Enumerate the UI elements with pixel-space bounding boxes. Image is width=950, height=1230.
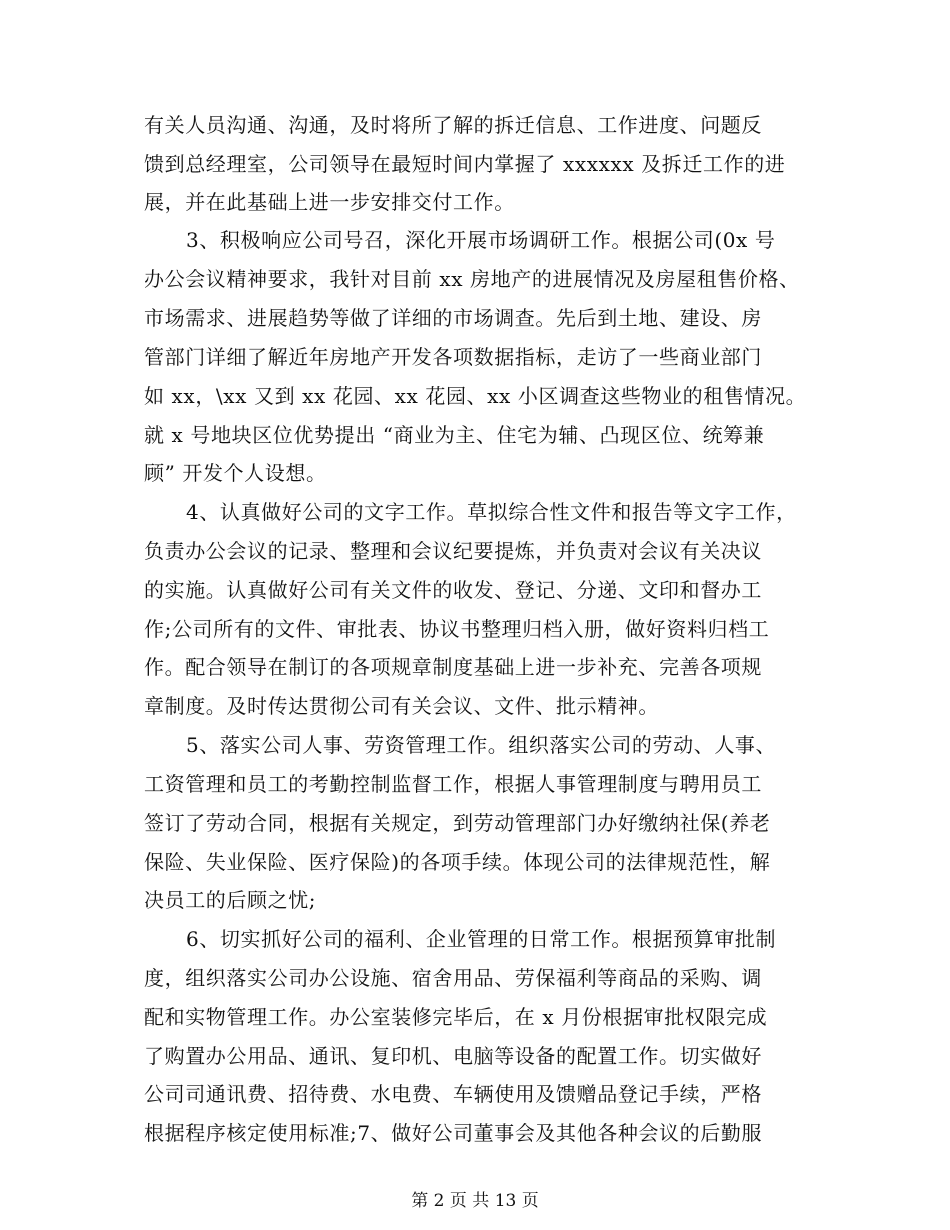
text-line: 度，组织落实公司办公设施、宿舍用品、劳保福利等商品的采购、调 xyxy=(144,966,762,990)
page-footer: 第 2 页 共 13 页 xyxy=(411,1191,539,1211)
text-line: 决员工的后顾之忧; xyxy=(144,888,317,912)
text-line: 的实施。认真做好公司有关文件的收发、登记、分递、文印和督办工 xyxy=(144,578,762,602)
paragraph-first-line: 4、认真做好公司的文字工作。草拟综合性文件和报告等文字工作， xyxy=(186,500,797,524)
text-line: 根据程序核定使用标准;7、做好公司董事会及其他各种会议的后勤服 xyxy=(144,1121,763,1145)
paragraph-first-line: 3、积极响应公司号召，深化开展市场调研工作。根据公司(0x 号 xyxy=(186,228,776,252)
text-line: 顾” 开发个人设想。 xyxy=(144,461,327,485)
text-line: 工资管理和员工的考勤控制监督工作，根据人事管理制度与聘用员工 xyxy=(144,772,762,796)
text-line: 作。配合领导在制订的各项规章制度基础上进一步补充、完善各项规 xyxy=(144,655,762,679)
text-line: 管部门详细了解近年房地产开发各项数据指标，走访了一些商业部门 xyxy=(144,345,762,369)
paragraph-first-line: 6、切实抓好公司的福利、企业管理的日常工作。根据预算审批制 xyxy=(186,927,777,951)
text-line: 负责办公会议的记录、整理和会议纪要提炼，并负责对会议有关决议 xyxy=(144,539,762,563)
text-line: 展，并在此基础上进一步安排交付工作。 xyxy=(144,190,515,214)
text-line: 有关人员沟通、沟通，及时将所了解的拆迁信息、工作进度、问题反 xyxy=(144,113,762,137)
text-line: 章制度。及时传达贯彻公司有关会议、文件、批示精神。 xyxy=(144,694,659,718)
text-line: 了购置办公用品、通讯、复印机、电脑等设备的配置工作。切实做好 xyxy=(144,1044,762,1068)
text-line: 保险、失业保险、医疗保险)的各项手续。体现公司的法律规范性，解 xyxy=(144,850,771,874)
text-line: 就 x 号地块区位优势提出 “商业为主、住宅为辅、凸现区位、统筹兼 xyxy=(144,423,765,447)
text-line: 配和实物管理工作。办公室装修完毕后，在 x 月份根据审批权限完成 xyxy=(144,1005,768,1029)
paragraph-first-line: 5、落实公司人事、劳资管理工作。组织落实公司的劳动、人事、 xyxy=(186,733,777,757)
text-line: 公司司通讯费、招待费、水电费、车辆使用及馈赠品登记手续，严格 xyxy=(144,1082,762,1106)
text-line: 馈到总经理室，公司领导在最短时间内掌握了 xxxxxx 及拆迁工作的进 xyxy=(144,152,786,176)
text-line: 办公会议精神要求，我针对目前 xx 房地产的进展情况及房屋租售价格、 xyxy=(144,267,800,291)
text-line: 作;公司所有的文件、审批表、协议书整理归档入册，做好资料归档工 xyxy=(144,617,770,641)
text-line: 如 xx，\xx 又到 xx 花园、xx 花园、xx 小区调查这些物业的租售情况。 xyxy=(144,384,807,408)
text-line: 签订了劳动合同，根据有关规定，到劳动管理部门办好缴纳社保(养老 xyxy=(144,811,771,835)
text-line: 市场需求、进展趋势等做了详细的市场调查。先后到土地、建设、房 xyxy=(144,306,762,330)
